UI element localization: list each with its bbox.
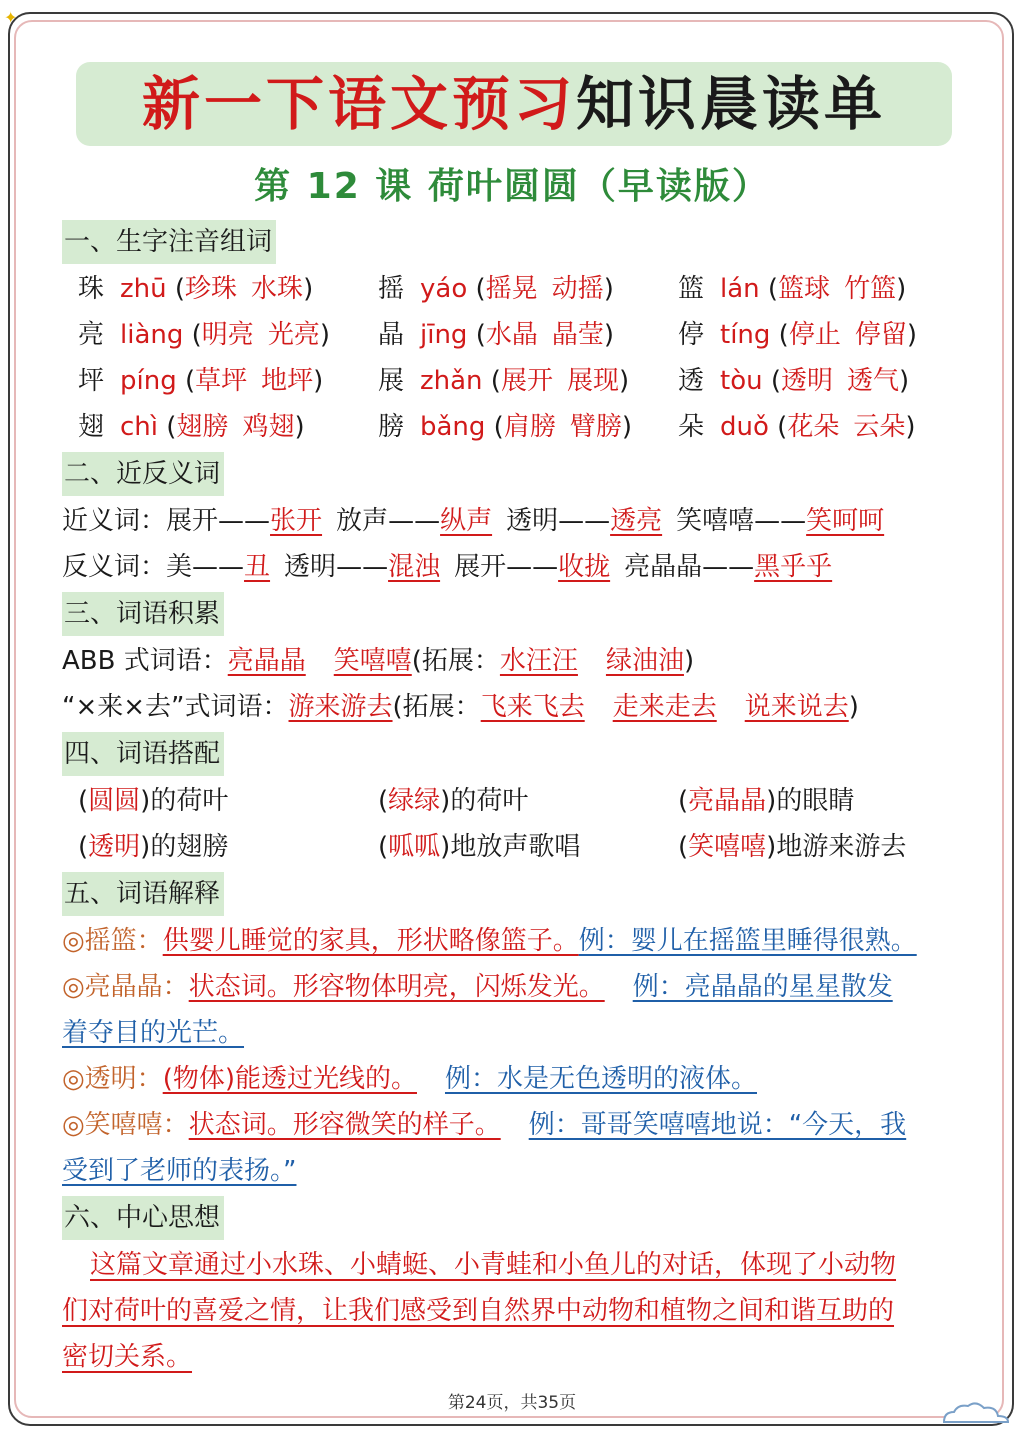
pinyin: tíng	[720, 320, 771, 350]
ext-open: (拓展：	[411, 646, 500, 676]
word-a: 笑嘻嘻	[676, 506, 755, 536]
char-entry: 停 tíng (停止 停留)	[662, 312, 962, 358]
colloc-tail: 的翅膀	[150, 832, 229, 862]
explain-row	[62, 1102, 962, 1148]
word: 展开	[500, 366, 553, 396]
explain-def: 状态词。形容物体明亮，闪烁发光。	[188, 972, 605, 1002]
abb-ext-word: 水汪汪	[499, 646, 578, 676]
char: 摇	[378, 274, 405, 304]
synonyms-pair	[676, 506, 898, 536]
word-b: 收拢	[558, 552, 611, 582]
dash: ——	[336, 552, 389, 582]
page-number: 第24页，共35页	[447, 1393, 577, 1413]
xlxq-label: “×来×去”式词语：	[62, 692, 289, 722]
word: 展现	[566, 366, 619, 396]
chars-grid	[62, 266, 962, 450]
pinyin: liàng	[120, 320, 184, 350]
pinyin: zhǎn	[420, 366, 483, 396]
colloc-entry: (亮晶晶)的眼睛	[678, 786, 855, 816]
synonyms-line	[62, 498, 962, 544]
colloc-tail: 地游来游去	[776, 832, 907, 862]
explain-term: ◎摇篮：	[62, 926, 163, 956]
cloud-sun-icon	[938, 1388, 1012, 1424]
word: 臂膀	[569, 412, 622, 442]
char-entry: 摇 yáo (摇晃 动摇)	[362, 266, 662, 312]
section-heading-central: 六、中心思想	[62, 1196, 224, 1240]
explain-example: 例：婴儿在摇篮里睡得很熟。	[578, 926, 917, 956]
synonym-items	[166, 506, 898, 536]
colloc-word: 笑嘻嘻	[688, 832, 767, 862]
sparkle-icon: ✦	[4, 8, 18, 27]
colloc-row	[62, 824, 962, 870]
dash: ——	[192, 552, 245, 582]
word: 篮球	[778, 274, 831, 304]
word-a: 亮晶晶	[624, 552, 703, 582]
chars-row	[62, 312, 962, 358]
pinyin: jīng	[420, 320, 468, 350]
char: 翅	[78, 412, 105, 442]
synonyms-pair	[166, 506, 336, 536]
char-entry: 篮 lán (篮球 竹篮)	[662, 266, 962, 312]
abb-label: ABB 式词语：	[62, 646, 228, 676]
explain-def: 供婴儿睡觉的家具，形状略像篮子。	[162, 926, 579, 956]
word-b: 丑	[244, 552, 271, 582]
colloc-row	[62, 778, 962, 824]
section-heading-explain: 五、词语解释	[62, 872, 224, 916]
colloc-word: 透明	[88, 832, 141, 862]
central-idea	[62, 1242, 962, 1288]
char: 膀	[378, 412, 405, 442]
word-a: 展开	[166, 506, 219, 536]
word: 明亮	[201, 320, 254, 350]
colloc-entry: (透明)的翅膀	[78, 832, 229, 862]
ext-open: (拓展：	[392, 692, 481, 722]
dash: ——	[218, 506, 271, 536]
content	[62, 218, 962, 1380]
section-heading-accum: 三、词语积累	[62, 592, 224, 636]
synonyms-pair	[506, 506, 676, 536]
ext-close: )	[848, 692, 859, 722]
central-line: 这篇文章通过小水珠、小蜻蜓、小青蛙和小鱼儿的对话，体现了小动物	[90, 1250, 897, 1280]
colloc-word: 圆圆	[88, 786, 141, 816]
word-a: 展开	[454, 552, 507, 582]
char: 晶	[378, 320, 405, 350]
explain-def: (物体)能透过光线的。	[162, 1064, 417, 1094]
word: 地坪	[261, 366, 314, 396]
explain-term: ◎笑嘻嘻：	[62, 1110, 189, 1140]
char: 亮	[78, 320, 105, 350]
colloc-tail: 的荷叶	[150, 786, 229, 816]
explain-example-cont: 着夺目的光芒。	[62, 1018, 245, 1048]
word-b: 黑乎乎	[754, 552, 833, 582]
colloc-entry: (绿绿)的荷叶	[378, 786, 529, 816]
synonyms-pair	[336, 506, 506, 536]
char: 珠	[78, 274, 105, 304]
pinyin: bǎng	[420, 412, 486, 442]
pinyin: zhū	[120, 274, 167, 304]
pinyin: yáo	[420, 274, 468, 304]
title-part1: 新一下语文预习	[141, 70, 576, 138]
word: 花朵	[787, 412, 840, 442]
word: 鸡翅	[242, 412, 295, 442]
page-title	[76, 62, 952, 146]
pinyin: tòu	[720, 366, 763, 396]
dash: ——	[388, 506, 441, 536]
ext-close: )	[683, 646, 695, 676]
word: 晶莹	[551, 320, 604, 350]
lesson-subtitle: 第 12 课 荷叶圆圆（早读版）	[254, 166, 770, 207]
colloc-word: 绿绿	[388, 786, 441, 816]
explain-example-cont: 受到了老师的表扬。”	[62, 1156, 297, 1186]
colloc-word: 呱呱	[388, 832, 441, 862]
word-a: 透明	[284, 552, 337, 582]
explain-example: 例：水是无色透明的液体。	[444, 1064, 757, 1094]
word-a: 透明	[506, 506, 559, 536]
char-entry: 透 tòu (透明 透气)	[662, 358, 962, 404]
colloc-tail: 的眼睛	[776, 786, 855, 816]
colloc-entry: (笑嘻嘻)地游来游去	[678, 832, 907, 862]
xlxq-ext-word: 飞来飞去	[480, 692, 585, 722]
colloc-entry: (呱呱)地放声歌唱	[378, 832, 581, 862]
explain-row	[62, 964, 962, 1010]
char: 篮	[678, 274, 705, 304]
char-entry: 晶 jīng (水晶 晶莹)	[362, 312, 662, 358]
explain-row-cont	[62, 1010, 962, 1056]
colloc-word: 亮晶晶	[688, 786, 767, 816]
chars-row	[62, 266, 962, 312]
word-b: 混浊	[388, 552, 441, 582]
pinyin: píng	[120, 366, 177, 396]
char-entry: 珠 zhū (珍珠 水珠)	[62, 266, 362, 312]
antonyms-pair	[454, 552, 624, 582]
word: 透气	[847, 366, 900, 396]
explain-term: ◎亮晶晶：	[62, 972, 189, 1002]
xlxq-ext-word: 说来说去	[744, 692, 849, 722]
word-b: 透亮	[610, 506, 663, 536]
char-entry: 展 zhǎn (展开 展现)	[362, 358, 662, 404]
central-line: 密切关系。	[62, 1342, 193, 1372]
word: 水晶	[485, 320, 538, 350]
antonyms-pair	[284, 552, 454, 582]
word: 翅膀	[176, 412, 229, 442]
word: 云朵	[853, 412, 906, 442]
section-heading-colloc: 四、词语搭配	[62, 732, 224, 776]
abb-line	[62, 638, 962, 684]
word: 停留	[854, 320, 907, 350]
pinyin: chì	[120, 412, 158, 442]
word: 动摇	[551, 274, 604, 304]
antonyms-line	[62, 544, 962, 590]
explain-def: 状态词。形容微笑的样子。	[188, 1110, 501, 1140]
char-entry: 亮 liàng (明亮 光亮)	[62, 312, 362, 358]
char: 透	[678, 366, 705, 396]
dash: ——	[702, 552, 755, 582]
chars-row	[62, 404, 962, 450]
section-heading-chars: 一、生字注音组词	[62, 220, 276, 264]
explain-example: 例：亮晶晶的星星散发	[632, 972, 893, 1002]
word: 水珠	[251, 274, 304, 304]
antonyms-label: 反义词：	[62, 552, 167, 582]
char: 展	[378, 366, 405, 396]
xlxq-ext-word: 走来走去	[612, 692, 717, 722]
antonyms-pair	[624, 552, 846, 582]
colloc-tail: 地放声歌唱	[450, 832, 581, 862]
word-b: 纵声	[440, 506, 493, 536]
word: 竹篮	[844, 274, 897, 304]
central-idea	[62, 1288, 962, 1380]
word: 珍珠	[185, 274, 238, 304]
word-b: 张开	[270, 506, 323, 536]
word: 透明	[781, 366, 834, 396]
word: 停止	[788, 320, 841, 350]
word: 肩膀	[503, 412, 556, 442]
pinyin: lán	[720, 274, 760, 304]
char-entry: 朵 duǒ (花朵 云朵)	[662, 404, 962, 450]
char: 朵	[678, 412, 705, 442]
explain-row	[62, 1056, 962, 1102]
xlxq-line	[62, 684, 962, 730]
word-b: 笑呵呵	[806, 506, 885, 536]
char-entry: 膀 bǎng (肩膀 臂膀)	[362, 404, 662, 450]
abb-word: 笑嘻嘻	[333, 646, 412, 676]
abb-ext-word: 绿油油	[605, 646, 684, 676]
explain-example: 例：哥哥笑嘻嘻地说：“今天，我	[528, 1110, 907, 1140]
explain-row-cont	[62, 1148, 962, 1194]
char-entry: 翅 chì (翅膀 鸡翅)	[62, 404, 362, 450]
word: 光亮	[267, 320, 320, 350]
antonyms-pair	[166, 552, 284, 582]
dash: ——	[558, 506, 611, 536]
char-entry: 坪 píng (草坪 地坪)	[62, 358, 362, 404]
colloc-tail: 的荷叶	[450, 786, 529, 816]
word-a: 美	[166, 552, 193, 582]
antonym-items	[166, 552, 846, 582]
dash: ——	[754, 506, 807, 536]
explain-row	[62, 918, 962, 964]
pinyin: duǒ	[720, 412, 769, 442]
chars-row	[62, 358, 962, 404]
xlxq-word: 游来游去	[288, 692, 393, 722]
word-a: 放声	[336, 506, 389, 536]
abb-word: 亮晶晶	[227, 646, 306, 676]
dash: ——	[506, 552, 559, 582]
explain-term: ◎透明：	[62, 1064, 163, 1094]
colloc-grid	[62, 778, 962, 870]
colloc-entry: (圆圆)的荷叶	[78, 786, 229, 816]
title-part2: 知识晨读单	[576, 70, 887, 138]
char: 坪	[78, 366, 105, 396]
word: 草坪	[195, 366, 248, 396]
char: 停	[678, 320, 705, 350]
central-line: 们对荷叶的喜爱之情，让我们感受到自然界中动物和植物之间和谐互助的	[62, 1296, 895, 1326]
word: 摇晃	[485, 274, 538, 304]
section-heading-synonyms: 二、近反义词	[62, 452, 224, 496]
synonyms-label: 近义词：	[62, 506, 167, 536]
